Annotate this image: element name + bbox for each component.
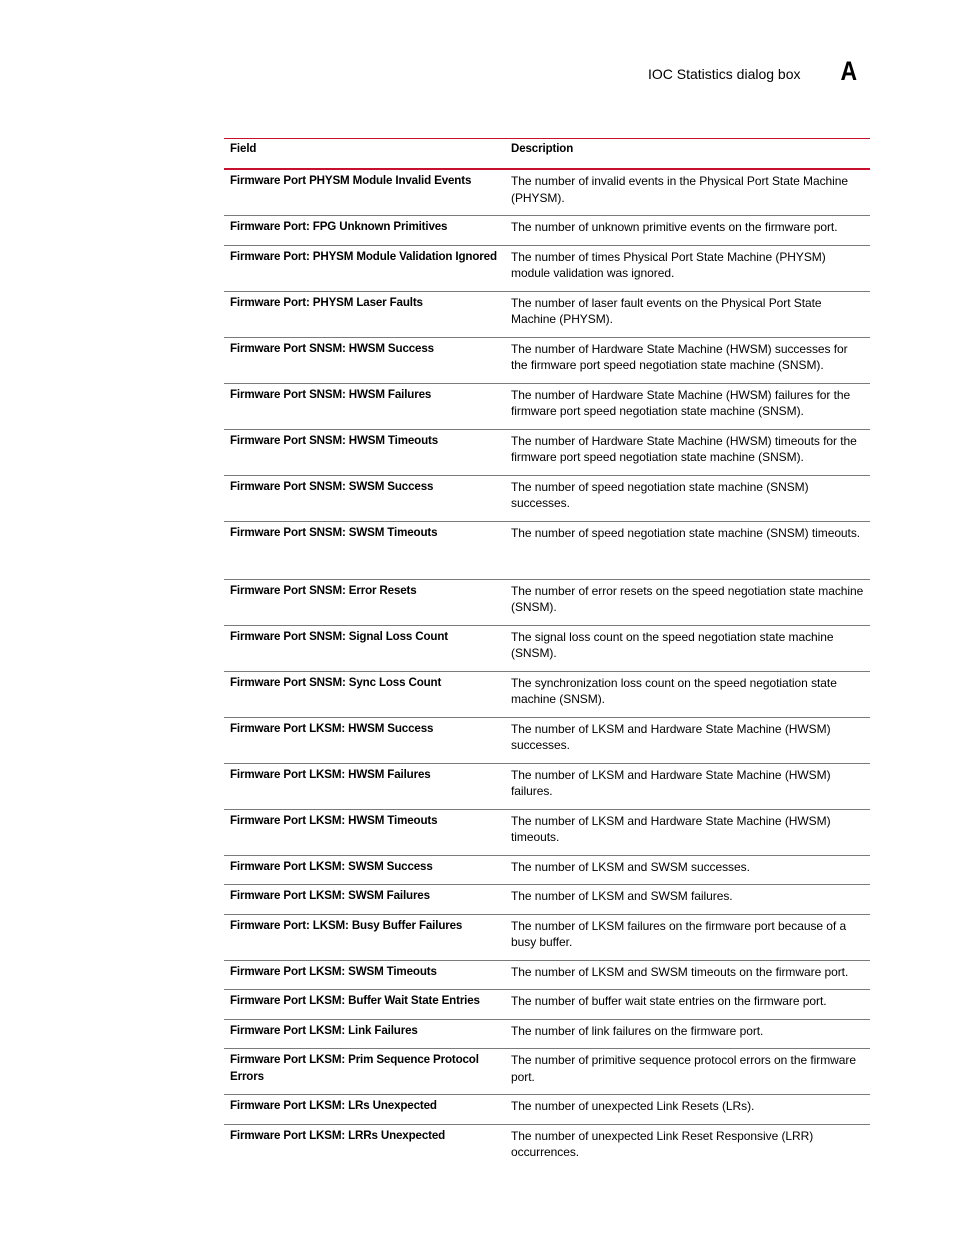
description-cell: The number of primitive sequence protocol errors on the firmware port. [511, 1053, 856, 1084]
table-row [224, 169, 870, 216]
field-cell: Firmware Port SNSM: SWSM Success [230, 479, 434, 493]
table-header-row [224, 139, 870, 170]
table-row [224, 671, 870, 717]
table-row [224, 625, 870, 671]
description-cell: The signal loss count on the speed negotiation state machine (SNSM). [511, 629, 834, 660]
description-cell: The number of error resets on the speed negotiation state machine (SNSM). [511, 583, 864, 614]
description-cell: The number of buffer wait state entries on the firmware port. [511, 994, 827, 1008]
column-header-field: Field [230, 143, 257, 155]
field-cell: Firmware Port SNSM: HWSM Timeouts [230, 433, 439, 447]
table-row [224, 475, 870, 521]
description-cell: The number of link failures on the firmware port. [511, 1023, 764, 1038]
description-cell: The number of unexpected Link Reset Responsive (LRR) occurrences. [511, 1128, 814, 1159]
description-cell: The number of LKSM and Hardware State Machine (HWSM) successes. [511, 721, 831, 752]
description-cell: The number of LKSM and SWSM failures. [511, 889, 733, 903]
field-cell: Firmware Port: PHYSM Laser Faults [230, 295, 423, 309]
column-header-description: Description [511, 143, 574, 155]
table-row [224, 429, 870, 475]
description-cell: The number of unexpected Link Resets (LRs). [511, 1099, 755, 1113]
field-cell: Firmware Port LKSM: SWSM Timeouts [230, 964, 437, 978]
description-cell: The number of speed negotiation state machine (SNSM) timeouts. [511, 525, 861, 540]
table-row [224, 960, 870, 990]
field-cell: Firmware Port SNSM: HWSM Success [230, 341, 434, 355]
table-row [224, 216, 870, 246]
table-row [224, 809, 870, 855]
description-cell: The number of speed negotiation state machine (SNSM) successes. [511, 479, 809, 510]
field-cell: Firmware Port SNSM: SWSM Timeouts [230, 525, 438, 539]
description-cell: The number of LKSM and Hardware State Machine (HWSM) timeouts. [511, 813, 831, 844]
table-row [224, 521, 870, 579]
table-row [224, 1095, 870, 1125]
page-header [648, 58, 858, 85]
field-cell: Firmware Port LKSM: SWSM Failures [230, 889, 430, 902]
table-row [224, 763, 870, 809]
table-row [224, 855, 870, 885]
description-cell: The number of Hardware State Machine (HWSM) failures for the firmware port speed negotiation state machine (SNSM). [511, 387, 851, 418]
field-cell: Firmware Port LKSM: SWSM Success [230, 859, 433, 873]
description-cell: The number of Hardware State Machine (HWSM) timeouts for the firmware port speed negotiation state machine (SNSM). [511, 433, 857, 464]
field-cell: Firmware Port LKSM: HWSM Success [230, 721, 434, 735]
field-cell: Firmware Port SNSM: Error Resets [230, 583, 417, 597]
table-row [224, 245, 870, 291]
field-cell: Firmware Port LKSM: HWSM Timeouts [230, 813, 438, 827]
table-row [224, 1124, 870, 1170]
field-cell: Firmware Port: LKSM: Busy Buffer Failures [230, 918, 463, 932]
field-cell: Firmware Port: FPG Unknown Primitives [230, 220, 448, 233]
description-cell: The number of laser fault events on the Physical Port State Machine (PHYSM). [511, 295, 822, 326]
header-title: IOC Statistics dialog box [647, 65, 801, 82]
description-cell: The number of LKSM and SWSM timeouts on the firmware port. [511, 964, 849, 979]
description-cell: The number of LKSM failures on the firmware port because of a busy buffer. [511, 918, 847, 949]
description-cell: The number of invalid events in the Physical Port State Machine (PHYSM). [511, 174, 849, 205]
description-cell: The number of Hardware State Machine (HWSM) successes for the firmware port speed negotiation state machine (SNSM). [511, 341, 848, 372]
table-row [224, 717, 870, 763]
field-cell: Firmware Port SNSM: HWSM Failures [230, 387, 432, 401]
statistics-table [224, 138, 870, 1170]
statistics-table-container [224, 138, 870, 1170]
field-cell: Firmware Port SNSM: Signal Loss Count [230, 629, 448, 643]
field-cell: Firmware Port LKSM: Prim Sequence Protocol Errors [230, 1053, 479, 1083]
table-row [224, 291, 870, 337]
table-row [224, 885, 870, 915]
description-cell: The number of times Physical Port State Machine (PHYSM) module validation was ignored. [511, 249, 826, 280]
table-row [224, 990, 870, 1020]
field-cell: Firmware Port: PHYSM Module Validation Ignored [230, 249, 497, 263]
description-cell: The number of LKSM and Hardware State Machine (HWSM) failures. [511, 767, 831, 798]
table-row [224, 1019, 870, 1049]
description-cell: The number of unknown primitive events on the firmware port. [511, 220, 838, 234]
field-cell: Firmware Port LKSM: Link Failures [230, 1023, 418, 1037]
field-cell: Firmware Port LKSM: HWSM Failures [230, 767, 431, 781]
table-row [224, 914, 870, 960]
table-row [224, 579, 870, 625]
field-cell: Firmware Port PHYSM Module Invalid Events [230, 174, 472, 187]
table-row [224, 337, 870, 383]
table-row [224, 383, 870, 429]
appendix-letter: A [839, 56, 857, 86]
description-cell: The number of LKSM and SWSM successes. [511, 859, 750, 874]
table-row [224, 1049, 870, 1095]
field-cell: Firmware Port LKSM: LRs Unexpected [230, 1099, 437, 1112]
description-cell: The synchronization loss count on the speed negotiation state machine (SNSM). [511, 675, 837, 706]
field-cell: Firmware Port SNSM: Sync Loss Count [230, 675, 442, 689]
field-cell: Firmware Port LKSM: LRRs Unexpected [230, 1128, 446, 1142]
field-cell: Firmware Port LKSM: Buffer Wait State Entries [230, 994, 480, 1007]
